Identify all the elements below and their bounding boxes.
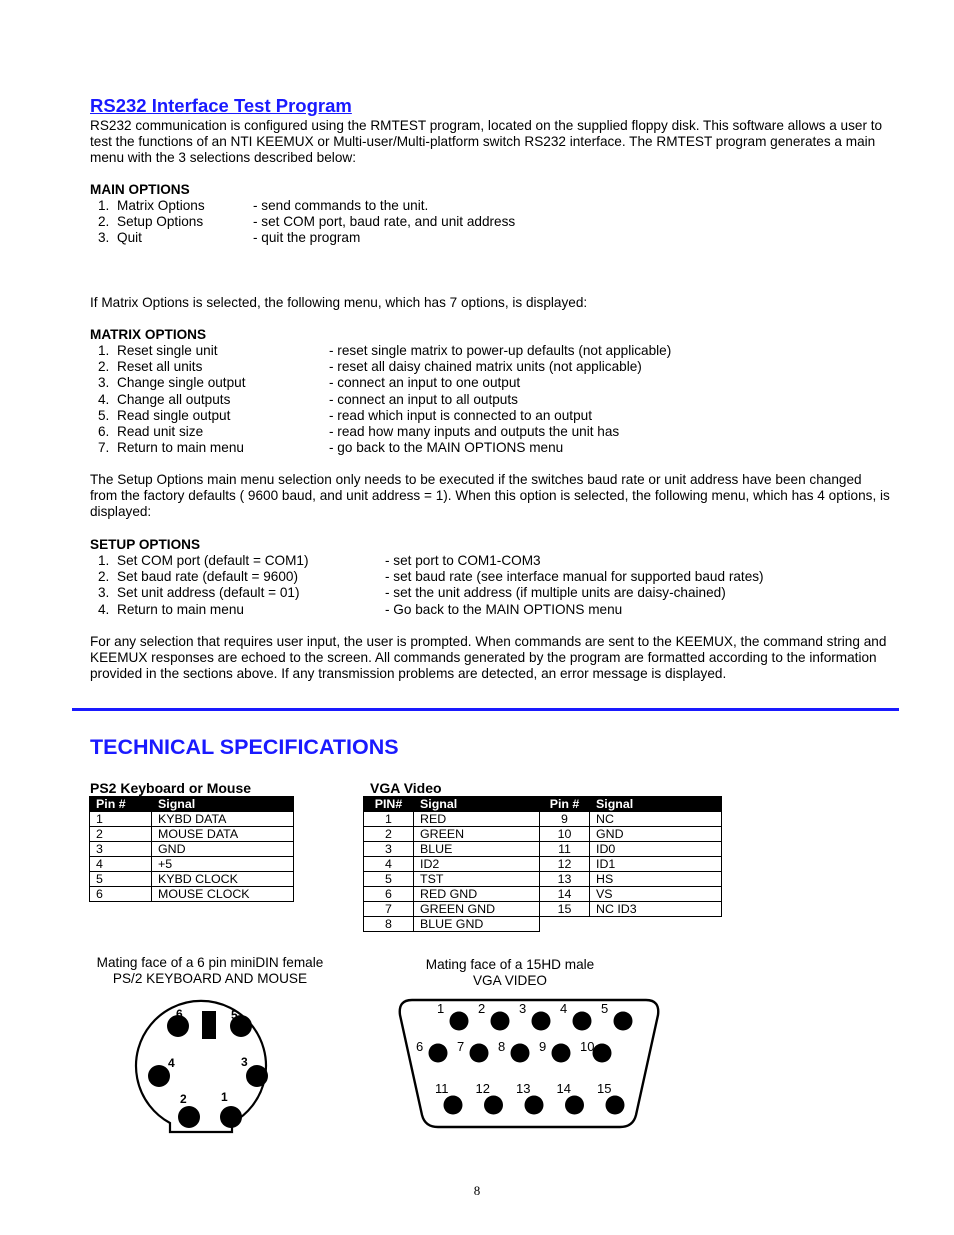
option-number: 3. [98,585,110,601]
vga-pin-label: 6 [416,1039,424,1054]
ps2-pin-1 [220,1106,242,1128]
option-description: - read how many inputs and outputs the unit has [329,424,620,439]
option-number: 1. [98,553,110,568]
option-description: - connect an input to all outputs [329,391,518,407]
vga-pin-label: 11 [435,1081,449,1096]
table-cell [540,917,590,932]
option-label: Set baud rate (default = 9600) [117,569,298,585]
table-cell: RED [414,812,540,827]
option-label: Read single output [117,407,231,423]
vga-table-title: VGA Video [370,780,442,796]
vga-pin-label: 15 [597,1081,612,1096]
vga-pin-6 [429,1044,448,1063]
table-header-cell: Signal [590,797,722,812]
table-cell: 2 [364,827,414,842]
table-cell: 6 [364,887,414,902]
vga-pin-4 [573,1012,592,1031]
vga-connector-diagram [396,995,662,1131]
ps2-caption [80,955,340,987]
table-header-cell: Pin # [90,797,152,812]
table-cell: 7 [364,902,414,917]
table-cell: 4 [90,857,152,872]
vga-pin-10 [593,1044,612,1063]
vga-pin-label: 4 [560,1001,568,1016]
option-label: Reset all units [117,359,203,375]
vga-pin-14 [565,1096,584,1115]
table-cell: BLUE [414,842,540,857]
table-cell: HS [590,872,722,887]
table-cell: 6 [90,887,152,902]
option-number: 7. [98,440,110,456]
vga-pin-13 [525,1096,544,1115]
option-label: Read unit size [117,424,204,439]
option-label: Quit [117,230,142,246]
vga-pin-3 [532,1012,551,1031]
option-label: Set COM port (default = COM1) [117,553,309,568]
option-label: Return to main menu [117,440,244,456]
option-label: Reset single unit [117,343,218,358]
table-row [364,857,722,872]
ps2-pin-label: 3 [241,1055,248,1069]
ps2-pinout-table [89,796,294,902]
option-number: 1. [98,343,110,358]
vga-pin-label: 9 [539,1039,547,1054]
vga-pin-label: 8 [498,1039,506,1054]
table-row [364,902,722,917]
option-label: Setup Options [117,214,204,230]
vga-pin-label: 12 [475,1081,490,1096]
vga-pinout-table [363,796,722,932]
option-number: 1. [98,198,110,213]
ps2-table-title: PS2 Keyboard or Mouse [90,780,252,796]
table-cell: 8 [364,917,414,932]
table-header-cell: Signal [152,797,294,812]
table-row [364,827,722,842]
option-description: - connect an input to one output [329,375,521,391]
table-cell: 2 [90,827,152,842]
vga-pin-11 [444,1096,463,1115]
table-cell: GND [590,827,722,842]
table-row [90,827,294,842]
table-cell: +5 [152,857,294,872]
table-cell: 10 [540,827,590,842]
option-label: Matrix Options [117,198,205,213]
option-description: - go back to the MAIN OPTIONS menu [329,440,564,456]
main-options-title: MAIN OPTIONS [90,182,190,197]
option-label: Return to main menu [117,601,244,617]
setup-intro: The Setup Options main menu selection only needs to be executed if the switches baud rate or unit address have been changed from the factory defaults ( 9600 baud, and unit address = 1). When this option is selected, the following menu, which has 4 options, is displayed: [90,472,890,520]
table-cell: ID2 [414,857,540,872]
ps2-pin-label: 2 [180,1092,187,1106]
vga-pin-9 [552,1044,571,1063]
vga-caption [400,957,620,989]
table-row [364,872,722,887]
table-cell: 3 [90,842,152,857]
ps2-pin-label: 5 [231,1008,238,1022]
matrix-options-title: MATRIX OPTIONS [90,327,207,342]
table-row [90,812,294,827]
option-description: - set COM port, baud rate, and unit address [253,214,516,230]
option-label: Set unit address (default = 01) [117,585,300,601]
option-number: 2. [98,214,110,230]
table-cell: ID0 [590,842,722,857]
option-label: Change single output [117,375,246,391]
rs232-intro: RS232 communication is configured using the RMTEST program, located on the supplied floppy disk. This software allows a user to test the functions of an NTI KEEMUX or Multi-user/Multi-platform switch RS232 interface. The RMTEST program generates a main menu with the 3 selections described below: [90,118,883,166]
vga-pin-label: 1 [437,1001,445,1016]
vga-pin-label: 5 [601,1001,609,1016]
setup-options-title: SETUP OPTIONS [90,537,201,552]
vga-pin-7 [470,1044,489,1063]
vga-pin-label: 7 [457,1039,465,1054]
vga-caption-line2: VGA VIDEO [472,973,548,989]
table-cell [590,917,722,932]
option-description: - set the unit address (if multiple units are daisy-chained) [385,585,726,601]
table-cell: KYBD CLOCK [152,872,294,887]
closing-paragraph: For any selection that requires user input, the user is prompted. When commands are sent to the KEEMUX, the command string and KEEMUX responses are echoed to the screen. All commands generated by the program are formatted according to the information provided in the sections above. If any transmission problems are detected, an error message is displayed. [90,634,887,682]
table-cell: TST [414,872,540,887]
vga-pin-1 [450,1012,469,1031]
table-cell: 14 [540,887,590,902]
table-cell: NC [590,812,722,827]
table-header-cell: Pin # [540,797,590,812]
table-cell: BLUE GND [414,917,540,932]
ps2-pin-3 [246,1065,268,1087]
ps2-caption-line1: Mating face of a 6 pin miniDIN female [96,955,324,970]
table-row [364,887,722,902]
option-description: - reset single matrix to power-up defaults (not applicable) [329,343,672,358]
vga-caption-line1: Mating face of a 15HD male [425,957,595,972]
table-cell: GREEN [414,827,540,842]
vga-pin-15 [606,1096,625,1115]
ps2-pin-2 [178,1106,200,1128]
ps2-key-tab [202,1011,216,1039]
table-header-cell: Signal [414,797,540,812]
table-cell: ID1 [590,857,722,872]
table-cell: VS [590,887,722,902]
vga-pin-label: 14 [556,1081,571,1096]
vga-pin-5 [614,1012,633,1031]
table-row [90,887,294,902]
ps2-connector-diagram [126,993,286,1143]
table-cell: 1 [90,812,152,827]
table-cell: MOUSE DATA [152,827,294,842]
option-number: 2. [98,359,110,375]
option-number: 5. [98,407,110,423]
page-number: 8 [473,1183,481,1198]
table-cell: KYBD DATA [152,812,294,827]
table-row [90,872,294,887]
ps2-pin-4 [148,1065,170,1087]
matrix-intro: If Matrix Options is selected, the following menu, which has 7 options, is displayed: [90,295,588,310]
table-cell: 1 [364,812,414,827]
table-cell: MOUSE CLOCK [152,887,294,902]
option-description: - read which input is connected to an output [329,407,592,423]
table-cell: 5 [90,872,152,887]
option-label: Change all outputs [117,391,231,407]
section-divider [72,708,899,711]
option-description: - Go back to the MAIN OPTIONS menu [385,601,623,617]
table-cell: RED GND [414,887,540,902]
option-number: 6. [98,424,110,439]
table-cell: GREEN GND [414,902,540,917]
option-number: 3. [98,375,110,391]
table-cell: NC ID3 [590,902,722,917]
table-header-cell: PIN# [364,797,414,812]
table-cell: 12 [540,857,590,872]
table-row [364,812,722,827]
rs232-heading: RS232 Interface Test Program [90,95,352,116]
table-cell: GND [152,842,294,857]
table-cell: 9 [540,812,590,827]
table-row [90,842,294,857]
vga-pin-12 [484,1096,503,1115]
table-cell: 5 [364,872,414,887]
vga-pin-label: 13 [516,1081,531,1096]
table-cell: 15 [540,902,590,917]
vga-pin-label: 3 [519,1001,527,1016]
vga-pin-8 [511,1044,530,1063]
option-number: 4. [98,601,110,617]
option-description: - quit the program [253,230,361,246]
table-cell: 3 [364,842,414,857]
option-description: - reset all daisy chained matrix units (not applicable) [329,359,642,375]
option-number: 4. [98,391,110,407]
ps2-pin-label: 6 [176,1007,183,1021]
option-description: - set port to COM1-COM3 [385,553,541,568]
table-cell: 13 [540,872,590,887]
table-cell: 4 [364,857,414,872]
table-row [364,917,722,932]
ps2-caption-line2: PS/2 KEYBOARD AND MOUSE [112,971,308,987]
vga-pin-label: 2 [478,1001,486,1016]
option-description: - send commands to the unit. [253,198,429,213]
vga-pin-2 [491,1012,510,1031]
vga-pin-label: 10 [580,1039,595,1054]
table-cell: 11 [540,842,590,857]
ps2-pin-label: 4 [168,1056,175,1070]
option-number: 2. [98,569,110,585]
option-description: - set baud rate (see interface manual for supported baud rates) [385,569,764,585]
ps2-pin-label: 1 [221,1090,228,1104]
option-number: 3. [98,230,110,246]
tech-specs-heading: TECHNICAL SPECIFICATIONS [90,735,399,759]
table-row [90,857,294,872]
table-row [364,842,722,857]
